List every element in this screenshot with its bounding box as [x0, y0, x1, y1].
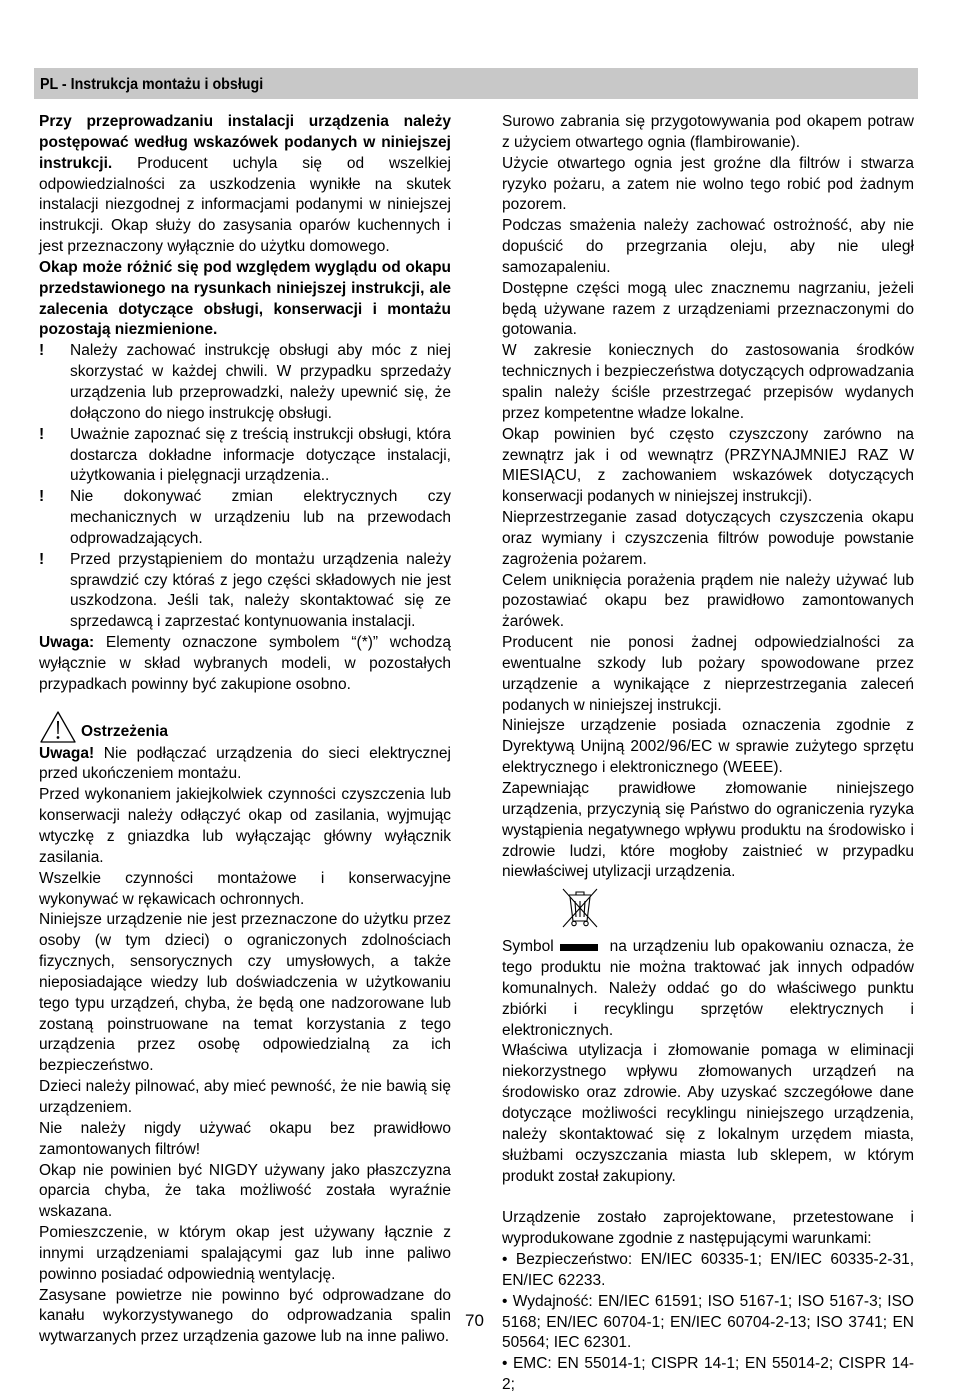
- bullet-mark: !: [39, 550, 45, 568]
- right-column: [502, 112, 914, 1396]
- bullet-text: Należy zachować instrukcję obsługi aby móc z niej skorzystać w każdej chwili. W przypadku sprzedaży urządzenia lub przeprowadzki, należy upewnić się, że dołączono do niego instrukcję obsługi.: [70, 342, 451, 422]
- bullet-mark: !: [39, 342, 45, 360]
- body-paragraph: Producent nie ponosi żadnej odpowiedzialności za ewentualne szkody lub pożary spowodowane przez urządzenie a wynikające z nieprzestrzegania zaleceń podanych w niniejszej instrukcji.: [502, 634, 914, 714]
- body-paragraph: Okap nie powinien być NIGDY używany jako płaszczyzna oparcia chyba, że taka możliwość została wyraźnie wskazana.: [39, 1161, 451, 1221]
- symbol-paragraph: [502, 937, 914, 1041]
- optional-elements-note: [39, 633, 451, 696]
- crossed-out-bin-icon: [557, 885, 603, 929]
- warnings-heading: [39, 704, 451, 744]
- bullet-text: Przed przystąpieniem do montażu urządzenia należy sprawdzić czy któraś z jego części składowych nie jest uszkodzona. Jeśli tak, należy skontaktować się ze sprzedawcą i zaprzestać kontynuowania instalacji.: [70, 550, 451, 631]
- section-header-bar: [34, 68, 918, 99]
- section-title: PL - Instrukcja montażu i obsługi: [40, 76, 264, 93]
- body-paragraph: Nie należy nigdy używać okapu bez prawidłowo zamontowanych filtrów!: [39, 1119, 451, 1158]
- body-paragraph: Przed wykonaniem jakiejkolwiek czynności czyszczenia lub konserwacji należy odłączyć okap od zasilania, wyjmując wtyczkę z gniazdka lub wyłączając główny wyłącznik zasilania.: [39, 786, 451, 866]
- body-paragraph: Niniejsze urządzenie posiada oznaczenia zgodnie z Dyrektywą Unijną 2002/96/EC w sprawie zużytego sprzętu elektrycznego i elektronicznego (WEEE).: [502, 717, 914, 777]
- disposal-paragraph: Właściwa utylizacja i złomowanie pomaga w eliminacji niekorzystnego wpływu złomowanych urządzeń na środowisko oraz zdrowie. Aby uzyskać szczegółowe dane dotyczące możliwości recyklingu niniejszego urządzenia, należy skontaktować się z lokalnym urzędem miasta, służbami oczyszczania miasta lub sklepem, w którym produkt został zakupiony.: [502, 1042, 914, 1185]
- symbol-label: Symbol: [502, 938, 554, 956]
- bullet-item: [39, 425, 451, 488]
- body-paragraph: Dostępne części mogą ulec znacznemu nagrzaniu, jeżeli będą używane razem z urządzeniami przeznaczonymi do gotowania.: [502, 279, 914, 339]
- bullet-mark: !: [39, 488, 45, 506]
- spacer: [502, 1187, 914, 1208]
- page-number: 70: [465, 1311, 484, 1330]
- symbol-text: na urządzeniu lub opakowaniu oznacza, że tego produktu nie można traktować jak innych odpadów komunalnych. Należy oddać go do właściwego punktu zbiórki i recyklingu sprzętów elektrycznych i elektronicznych.: [502, 938, 914, 1039]
- standards-item: • Wydajność: EN/IEC 61591; ISO 5167-1; ISO 5167-3; ISO 5168; EN/IEC 60704-1; EN/IEC 60704-2-13; ISO 3741; EN 50564; IEC 62301.: [502, 1292, 914, 1352]
- warn-label: Uwaga!: [39, 744, 95, 762]
- bullet-text: Nie dokonywać zmian elektrycznych czy mechanicznych w urządzeniu lub na przewodach odprowadzających.: [70, 488, 451, 547]
- note-text: Elementy oznaczone symbolem “(*)” wchodzą wyłącznie w skład wybranych modeli, w pozostałych przypadkach powinny być zakupione osobno.: [39, 634, 451, 693]
- warning-paragraph: [39, 744, 451, 786]
- warning-triangle-icon: [39, 710, 77, 744]
- bullet-text: Uważnie zapoznać się z treścią instrukcji obsługi, która dostarcza dokładne informacje dotyczące instalacji, użytkowania i pielęgnacji urządzenia..: [70, 425, 451, 485]
- black-bar-symbol: [560, 944, 598, 951]
- body-paragraph: Zasysane powietrze nie powinno być odprowadzane do kanału wykorzystywanego do odprowadzania spalin wytwarzanych przez urządzenia gazowe lub na inne paliwo.: [39, 1286, 451, 1346]
- intro-paragraph: [39, 112, 451, 258]
- bullet-item: [39, 550, 451, 633]
- intro-rest: Producent uchyla się od wszelkiej odpowiedzialności za uszkodzenia wynikłe na skutek instalacji niezgodnej z informacjami podanymi w niniejszej instrukcji. Okap służy do zasysania oparów kuchennych i jest przeznaczony wyłącznie do użytku domowego.: [39, 154, 451, 256]
- body-paragraph: Surowo zabrania się przygotowywania pod okapem potraw z użyciem otwartego ognia (flambirowanie).: [502, 113, 914, 151]
- weee-symbol: [502, 885, 914, 929]
- bullet-item: [39, 341, 451, 424]
- body-paragraph: Wszelkie czynności montażowe i konserwacyjne wykonywać w rękawicach ochronnych.: [39, 869, 451, 908]
- intro-bold: Przy przeprowadzaniu instalacji urządzenia należy postępować według wskazówek podanych w niniejszej instrukcji.: [39, 113, 451, 172]
- body-paragraph: Celem uniknięcia porażenia prądem nie należy używać lub pozostawiać okapu bez prawidłowo zamontowanych żarówek.: [502, 571, 914, 631]
- body-paragraph: Zapewniając prawidłowe złomowanie niniejszego urządzenia, przyczynią się Państwo do ograniczenia ryzyka wystąpienia negatywnego wpływu produktu na środowisko i zdrowie ludzi, które mogłoby zaistnieć w przypadku niewłaściwej utylizacji urządzenia.: [502, 780, 914, 881]
- standards-item: • Bezpieczeństwo: EN/IEC 60335-1; EN/IEC 60335-2-31, EN/IEC 62233.: [502, 1251, 914, 1289]
- body-paragraph: Niniejsze urządzenie nie jest przeznaczone do użytku przez osoby (w tym dzieci) o ograniczonych zdolnościach fizycznych, sensorycznych czy umysłowych, a także nieposiadające wiedzy lub doświadczenia w użytkowaniu tego typu urządzeń, chyba, że będą one nadzorowane lub zostaną poinstruowane na temat korzystania z tego urządzenia przez osobę odpowiedzialną za ich bezpieczeństwo.: [39, 911, 451, 1075]
- design-paragraph: Urządzenie zostało zaprojektowane, przetestowane i wyprodukowane zgodnie z następującymi warunkami:: [502, 1209, 914, 1248]
- left-column: [39, 112, 451, 1348]
- standards-item: • EMC: EN 55014-1; CISPR 14-1; EN 55014-2; CISPR 14-2;: [502, 1355, 914, 1394]
- appearance-note: [39, 258, 451, 341]
- bullet-item: [39, 487, 451, 550]
- body-paragraph: Dzieci należy pilnować, aby mieć pewność, że nie bawią się urządzeniem.: [39, 1078, 451, 1116]
- body-paragraph: Użycie otwartego ognia jest groźne dla filtrów i stwarza ryzyko pożaru, a zatem nie wolno tego robić pod żadnym pozorem.: [502, 154, 914, 214]
- body-paragraph: Nieprzestrzeganie zasad dotyczących czyszczenia okapu oraz wymiany i czyszczenia filtrów powoduje powstanie zagrożenia pożarem.: [502, 509, 914, 568]
- appearance-note-text: Okap może różnić się pod względem wyglądu od okapu przedstawionego na rysunkach niniejszej instrukcji, ale zalecenia dotyczące obsługi, konserwacji i montażu pozostają niezmienione.: [39, 258, 451, 339]
- bullet-mark: !: [39, 425, 45, 443]
- body-paragraph: Pomieszczenie, w którym okap jest używany łącznie z innymi urządzeniami spalającymi gaz lub inne paliwo powinno posiadać odpowiednią wentylację.: [39, 1224, 451, 1283]
- body-paragraph: W zakresie koniecznych do zastosowania środków technicznych i bezpieczeństwa dotyczących odprowadzania spalin należy ściśle przestrzegać przepisów wydanych przez kompetentne władze lokalne.: [502, 342, 914, 422]
- warnings-title: Ostrzeżenia: [81, 722, 169, 740]
- body-paragraph: Okap powinien być często czyszczony zarówno na zewnątrz jak i od wewnątrz (PRZYNAJMNIEJ RAZ W MIESIĄCU, z zachowaniem wskazówek dotyczących konserwacji podanych w niniejszej instrukcji).: [502, 425, 914, 506]
- note-label: Uwaga:: [39, 634, 95, 652]
- body-paragraph: Podczas smażenia należy zachować ostrożność, aby nie dopuścić do przegrzania oleju, aby nie uległ samozapaleniu.: [502, 217, 914, 276]
- warn-text: Nie podłączać urządzenia do sieci elektrycznej przed ukończeniem montażu.: [39, 744, 451, 783]
